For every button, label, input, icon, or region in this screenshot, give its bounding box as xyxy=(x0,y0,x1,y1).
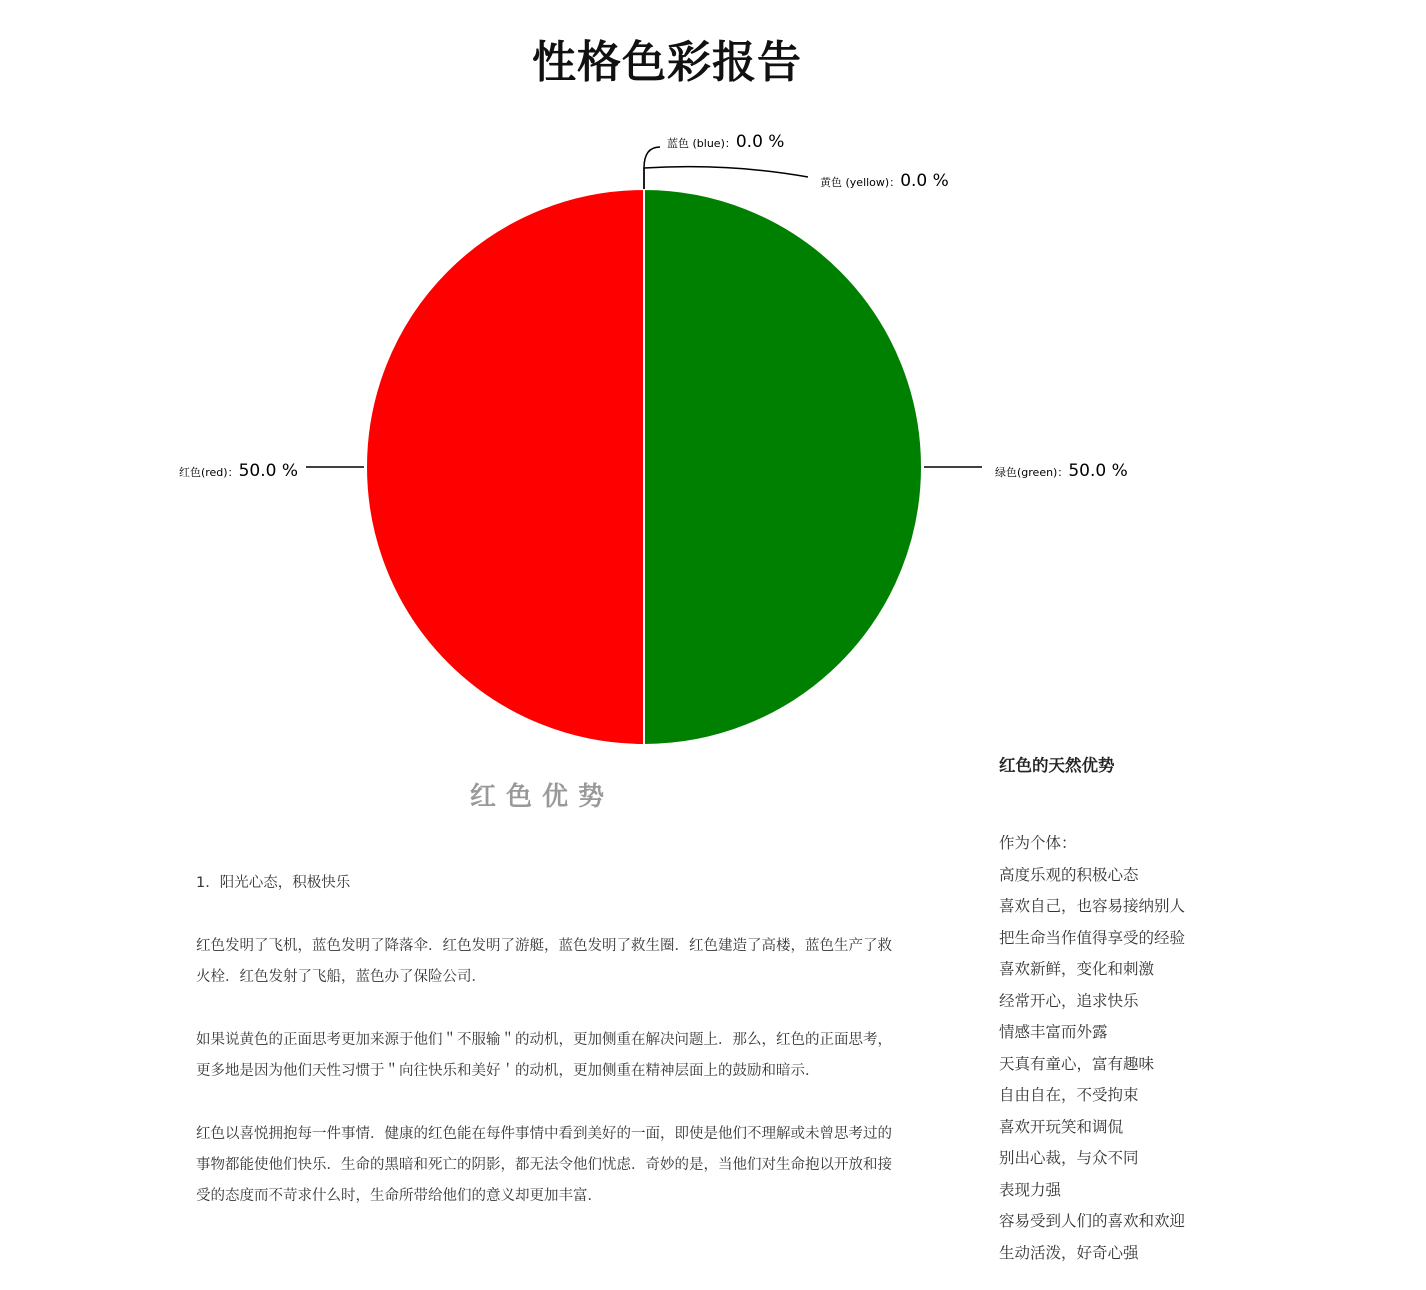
pie-slice-2 xyxy=(644,189,922,745)
article-paragraph: 如果说黄色的正面思考更加来源于他们＂不服输＂的动机，更加侧重在解决问题上．那么，红色的正面思考，更多地是因为他们天性习惯于＂向往快乐和美好＇的动机，更加侧重在精神层面上的鼓励和暗示． xyxy=(196,1032,892,1079)
sidebar-list-item: 喜欢开玩笑和调侃 xyxy=(999,1117,1124,1136)
sidebar-list-item: 自由自在，不受拘束 xyxy=(999,1086,1139,1104)
slice-label-1: 黄色 (yellow)：0.0 % xyxy=(820,171,949,191)
sidebar-title: 红色的天然优势 xyxy=(999,756,1115,775)
sidebar-list-item: 别出心裁，与众不同 xyxy=(999,1149,1139,1167)
article xyxy=(196,868,896,1244)
sidebar-list-item: 天真有童心，富有趣味 xyxy=(999,1054,1155,1073)
sidebar-subtitle: 作为个体： xyxy=(999,834,1077,852)
page-title: 性格色彩报告 xyxy=(532,37,802,88)
slice-label-3: 红色(red)：50.0 % xyxy=(178,461,298,481)
slice-label-2: 绿色(green)：50.0 % xyxy=(995,461,1128,481)
sidebar-list-item: 情感丰富而外露 xyxy=(999,1023,1108,1041)
sidebar-list-item: 高度乐观的积极心态 xyxy=(999,865,1139,884)
pie-slice-3 xyxy=(366,189,644,745)
sidebar-list-item: 喜欢自己，也容易接纳别人 xyxy=(999,897,1186,915)
article-paragraph: 红色发明了飞机，蓝色发明了降落伞．红色发明了游艇，蓝色发明了救生圈．红色建造了高楼，蓝色生产了救火栓．红色发射了飞船，蓝色办了保险公司． xyxy=(196,938,892,985)
sidebar-list-item: 表现力强 xyxy=(999,1180,1062,1199)
sidebar-list-item: 把生命当作值得享受的经验 xyxy=(999,928,1186,947)
sidebar-list-item: 生动活泼，好奇心强 xyxy=(999,1243,1139,1262)
sidebar-list-item: 经常开心，追求快乐 xyxy=(999,991,1139,1010)
sidebar xyxy=(999,752,1299,1269)
sidebar-list-item: 容易受到人们的喜欢和欢迎 xyxy=(999,1212,1186,1230)
article-point-title: 1．阳光心态，积极快乐 xyxy=(196,875,351,891)
leader-line-1 xyxy=(644,167,808,189)
article-paragraph: 红色以喜悦拥抱每一件事情．健康的红色能在每件事情中看到美好的一面，即使是他们不理解或未曾思考过的事物都能使他们快乐．生命的黑暗和死亡的阴影，都无法令他们忧虑．奇妙的是，当他们对生命抱以开放和接受的态度而不苛求什么时，生命所带给他们的意义却更加丰富． xyxy=(196,1126,892,1204)
sidebar-list-item: 喜欢新鲜，变化和刺激 xyxy=(999,960,1155,978)
sidebar-list xyxy=(999,860,1299,1270)
section-heading: 红色优势 xyxy=(470,782,615,812)
slice-label-0: 蓝色 (blue)：0.0 % xyxy=(667,132,785,152)
